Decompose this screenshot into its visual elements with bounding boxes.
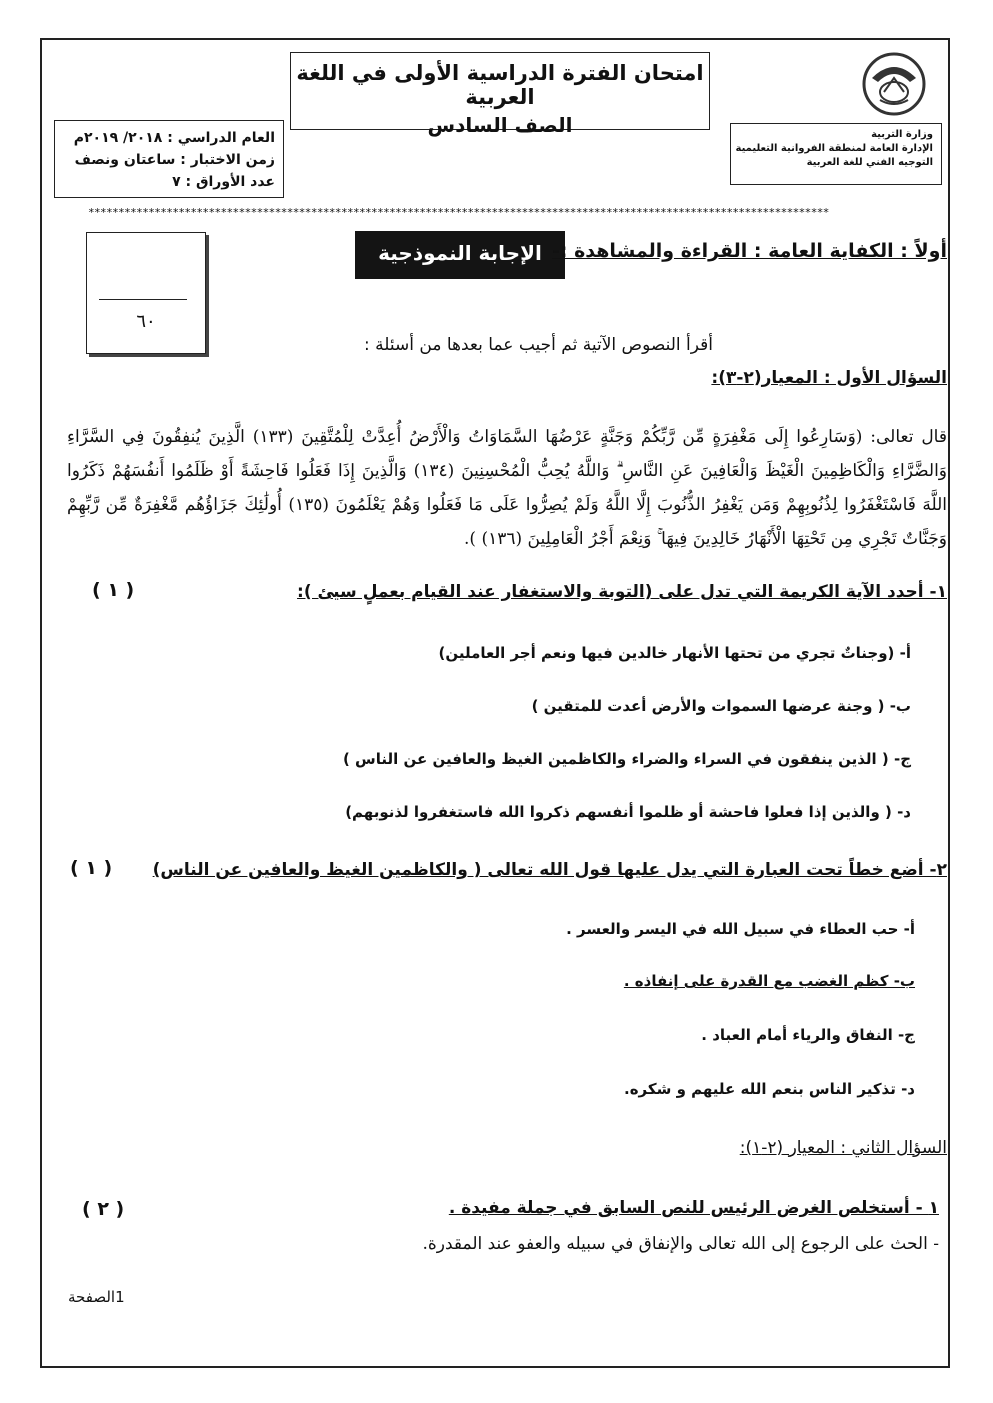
- q1-item2-option: ج- النفاق والرياء أمام العباد .: [701, 1026, 915, 1044]
- instruction: أقرأ النصوص الآتية ثم أجيب عما بعدها من أسئلة :: [364, 335, 713, 355]
- kuwait-emblem-icon: [858, 48, 930, 120]
- q2-heading: السؤال الثاني : المعيار (٢-١):: [739, 1138, 947, 1158]
- q1-item1-mark: ( ١ ): [92, 579, 135, 601]
- score-box: [86, 232, 206, 354]
- q2-item1-mark: ( ٢ ): [82, 1198, 125, 1220]
- exam-title: امتحان الفترة الدراسية الأولى في اللغة العربية: [296, 61, 704, 109]
- quran-verse: قال تعالى: (وَسَارِعُوا إِلَى مَغْفِرَةٍ مِّن رَّبِّكُمْ وَجَنَّةٍ عَرْضُهَا السَّمَاوَاتُ وَالْأَرْضُ أُعِدَّتْ لِلْمُتَّقِينَ (١٣٣) الَّذِينَ يُنفِقُونَ فِي السَّرَّاءِ وَالضَّرَّاءِ وَالْكَاظِمِينَ الْغَيْظَ وَالْعَافِينَ عَنِ النَّاسِ ۗ وَاللَّهُ يُحِبُّ الْمُحْسِنِينَ (١٣٤) وَالَّذِينَ إِذَا فَعَلُوا فَاحِشَةً أَوْ ظَلَمُوا أَنفُسَهُمْ ذَكَرُوا اللَّهَ فَاسْتَغْفَرُوا لِذُنُوبِهِمْ وَمَن يَغْفِرُ الذُّنُوبَ إِلَّا اللَّهُ وَلَمْ يُصِرُّوا عَلَى مَا فَعَلُوا وَهُمْ يَعْلَمُونَ (١٣٥) أُولَٰئِكَ جَزَاؤُهُم مَّغْفِرَةٌ مِّن رَّبِّهِمْ وَجَنَّاتٌ تَجْرِي مِن تَحْتِهَا الْأَنْهَارُ خَالِدِينَ فِيهَا ۚ وَنِعْمَ أَجْرُ الْعَامِلِينَ (١٣٦) ).: [67, 427, 947, 549]
- section-title: أولاً : الكفاية العامة : القراءة والمشاهدة :-: [551, 240, 947, 262]
- star-separator: ***************************************************************************************************************************: [88, 206, 829, 219]
- q1-item1-option-correct: [345, 803, 911, 821]
- page-count: عدد الأوراق : ٧: [172, 174, 275, 190]
- q1-item1-option: ب- ( وجنة عرضها السموات والأرض أعدت للمتقين ): [531, 697, 911, 715]
- q2-item1-question: ١ - أستخلص الغرض الرئيس للنص السابق في جملة مفيدة .: [448, 1198, 939, 1218]
- ministry-line: التوجيه الفني للغة العربية: [806, 157, 933, 168]
- ministry-info: [730, 123, 942, 185]
- q1-item1-text: ١- أحدد الآية الكريمة التي تدل على (التوبة والاستغفار عند القيام بعملٍ سيئ ):: [297, 582, 947, 602]
- q1-item2-mark: ( ١ ): [70, 857, 113, 879]
- q1-item1-option: ج- ( الذين ينفقون في السراء والضراء والكاظمين الغيظ والعافين عن الناس ): [342, 750, 911, 768]
- q1-item1-option: أ- (وجناتٌ تجري من تحتها الأنهار خالدين فيها ونعم أجر العاملين): [438, 644, 911, 662]
- page-number: 1الصفحة: [68, 1288, 125, 1306]
- score-total: ٦٠: [136, 311, 156, 332]
- q1-item1-option: د- ( والذين إذا فعلوا فاحشة أو ظلموا أنفسهم ذكروا الله فاستغفروا لذنوبهم): [345, 803, 911, 821]
- exam-info: [54, 120, 284, 198]
- q1-heading: السؤال الأول : المعيار(٢-٣):: [711, 368, 947, 388]
- ministry-line: وزارة التربية: [871, 129, 933, 140]
- q2-item1-text: [449, 1198, 939, 1218]
- academic-year: العام الدراسي : ٢٠١٨/ ٢٠١٩م: [73, 130, 275, 146]
- q1-item2-option: د- تذكير الناس بنعم الله عليهم و شكره.: [624, 1080, 915, 1098]
- q2-item1-answer: - الحث على الرجوع إلى الله تعالى والإنفاق في سبيله والعفو عند المقدرة.: [422, 1234, 939, 1254]
- q1-item2-option: أ- حب العطاء في سبيل الله في اليسر والعسر .: [566, 920, 915, 938]
- q1-item2-text: ٢- أضع خطاً تحت العبارة التي يدل عليها قول الله تعالى ( والكاظمين الغيظ والعافين عن الناس): [152, 860, 947, 880]
- q1-item2-option-correct: ب- كظم الغضب مع القدرة على إنفاذه .: [623, 972, 915, 990]
- grade-title: الصف السادس: [427, 113, 573, 137]
- exam-title-box: [290, 52, 710, 137]
- score-line: [99, 299, 187, 300]
- model-answer-badge: الإجابة النموذجية: [355, 231, 565, 279]
- ministry-line: الإدارة العامة لمنطقة الفروانية التعليمية: [735, 143, 933, 154]
- exam-duration: زمن الاختبار : ساعتان ونصف: [74, 152, 275, 168]
